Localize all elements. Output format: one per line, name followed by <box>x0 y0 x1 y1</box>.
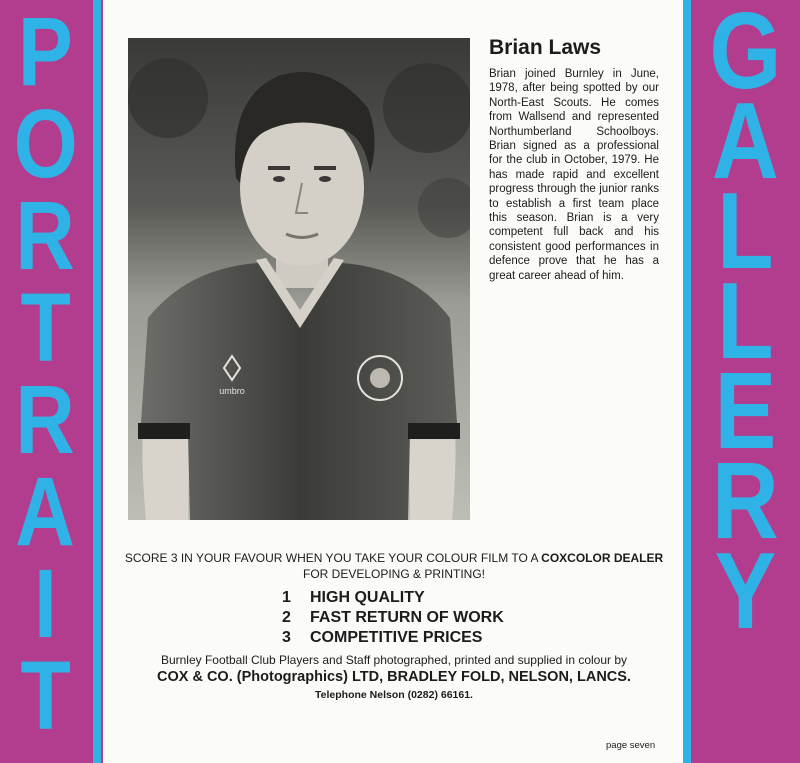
left-sidebar-band <box>0 0 103 763</box>
sidebar-letter: L <box>717 170 774 292</box>
company-line: COX & CO. (Photographics) LTD, BRADLEY FOLD, NELSON, LANCS. <box>157 669 631 685</box>
phone-line: Telephone Nelson (0282) 66161. <box>315 689 473 701</box>
portrait-illustration <box>128 38 470 520</box>
sidebar-letter: P <box>17 0 73 106</box>
sidebar-letter: A <box>712 80 779 202</box>
sidebar-letter: R <box>712 440 779 562</box>
sidebar-letter: G <box>709 0 782 112</box>
sidebar-letter: R <box>15 181 76 290</box>
right-sidebar-band <box>683 0 800 763</box>
shirt-logo-text: umbro <box>219 386 245 396</box>
player-portrait-photo <box>128 38 470 520</box>
cyan-stripe <box>93 0 101 763</box>
advert-intro-text: SCORE 3 IN YOUR FAVOUR WHEN YOU TAKE YOUR COLOUR FILM TO A <box>124 551 538 565</box>
sidebar-title-gallery <box>687 0 800 652</box>
sidebar-letter: E <box>714 350 777 472</box>
point-number: 3 <box>282 629 291 646</box>
point-text: FAST RETURN OF WORK <box>310 609 504 626</box>
sidebar-letter: T <box>20 641 71 750</box>
point-text: HIGH QUALITY <box>310 589 425 606</box>
sidebar-title-portrait <box>0 0 97 750</box>
point-number: 2 <box>282 609 291 626</box>
list-item <box>282 608 504 628</box>
sidebar-letter: A <box>15 457 76 566</box>
supply-line: Burnley Football Club Players and Staff photographed, printed and supplied in colour by <box>160 653 628 667</box>
sidebar-letter: T <box>20 273 71 382</box>
list-item <box>282 628 504 648</box>
point-number: 1 <box>282 589 291 606</box>
player-name-heading: Brian Laws <box>489 36 602 59</box>
advert-brand: COXCOLOR DEALER <box>541 551 664 565</box>
point-text: COMPETITIVE PRICES <box>310 629 483 646</box>
advert-intro <box>118 550 670 582</box>
sidebar-letter: R <box>15 365 76 474</box>
sidebar-letter: I <box>34 549 57 658</box>
player-bio: Brian joined Burnley in June, 1978, after being spotted by our North-East Scouts. He comes from Wallsend and represented Northumberland Schoolboys. Brian signed as a professional for the club in October, 1979. He has made rapid and excellent progress through the junior ranks to establish a first team place this season. Brian is a very competent full back and his consistent good performances in defence prove that he has a great career ahead of him. <box>489 68 659 282</box>
advert-points-list <box>282 588 504 648</box>
advert-intro-end: FOR DEVELOPING & PRINTING! <box>302 567 486 581</box>
list-item <box>282 588 504 608</box>
sidebar-letter: L <box>717 260 774 382</box>
sidebar-letter: O <box>13 89 78 198</box>
page-number-label: page seven <box>606 740 656 751</box>
sidebar-letter: Y <box>714 530 777 652</box>
